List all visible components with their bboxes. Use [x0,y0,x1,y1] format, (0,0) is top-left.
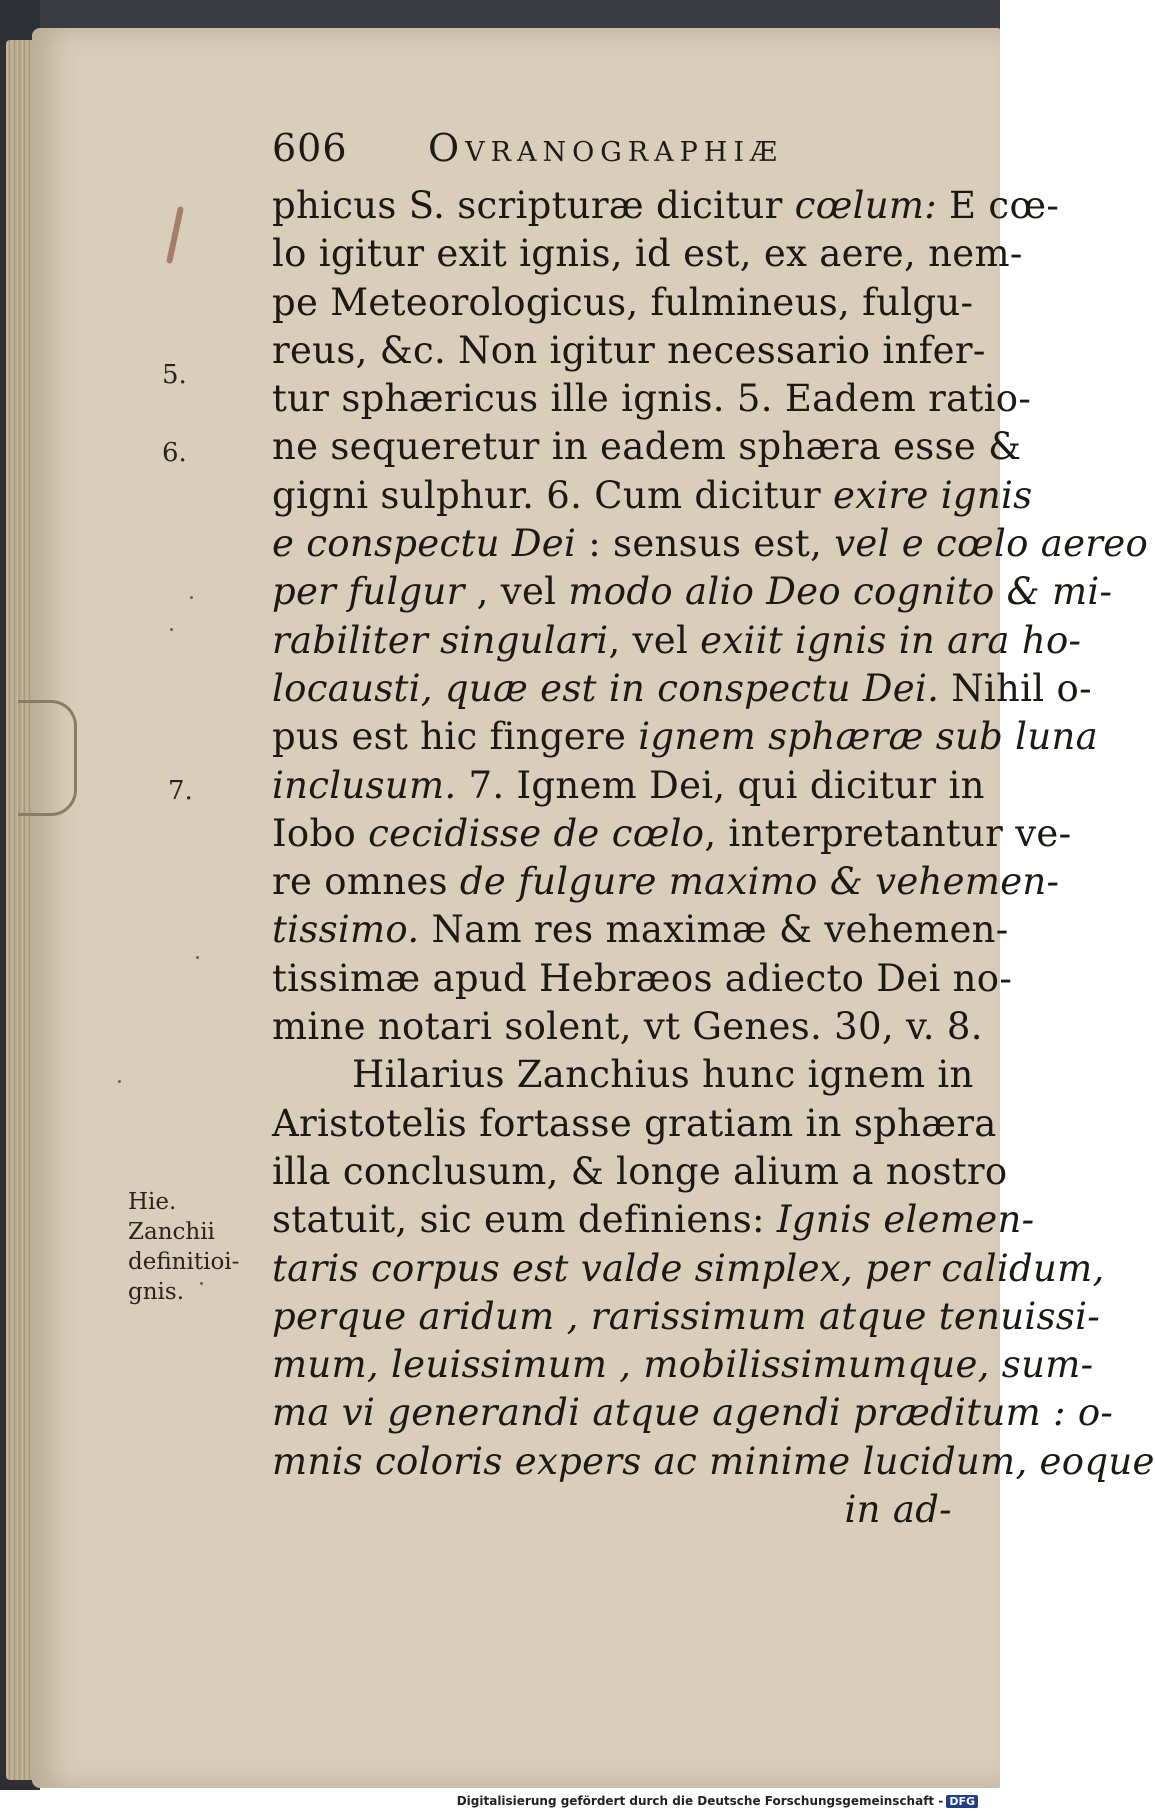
italic-text: modo alio Deo cognito & mi- [568,570,1113,614]
italic-text: mum, leuissimum , mobilissimumque, sum- [272,1343,1094,1387]
italic-text: taris corpus est valde simplex, per calidum, [272,1246,1105,1290]
text-line [272,568,1113,616]
roman-text: , vel [608,618,701,662]
roman-text: reus, &c. Non igitur necessario infer- [272,328,986,372]
margin-note-line: gnis. [128,1279,185,1305]
text-line [272,810,1072,858]
text-line [272,762,985,810]
page-header [272,126,972,178]
text-line [272,520,1149,568]
roman-text: : sensus est, [576,522,835,566]
italic-text: inclusum. [272,763,457,807]
roman-text: , vel [464,570,569,614]
footer-bar [0,1790,1000,1813]
text-line [272,1148,1008,1196]
text-line [272,1051,974,1099]
roman-text: Iobo [272,811,369,855]
italic-text: exire ignis [833,473,1033,517]
roman-text: ne sequeretur in eadem sphæra esse & [272,425,1022,469]
italic-text: locausti, quæ est in conspectu Dei. [272,666,940,710]
running-title: Ovranographiæ [428,126,784,170]
text-line [272,955,1013,1003]
text-line [272,423,1022,471]
footer-credit [457,1794,978,1808]
margin-note [128,1187,268,1307]
text-line [272,713,1098,761]
margin-note-line: Hie. Zanchii [128,1189,215,1245]
roman-text: tur sphæricus ille ignis. 5. Eadem ratio- [272,377,1032,421]
book-clasp [18,700,77,816]
roman-text: re omnes [272,860,460,904]
italic-text: exiit ignis in ara ho- [700,618,1082,662]
roman-text: phicus S. scripturæ dicitur [272,184,795,227]
text-line [272,472,1033,520]
roman-text: E cœ- [937,184,1060,227]
italic-text: rabiliter singulari [272,618,609,662]
page-speck [196,956,199,959]
italic-text: ma vi generandi atque agendi præditum : o- [272,1391,1114,1435]
text-line [272,230,1023,278]
text-line [272,1389,1114,1437]
italic-text: ignem sphæræ sub luna [638,715,1098,759]
roman-text: , interpretantur ve- [704,811,1072,855]
page-speck [118,1080,121,1083]
text-line [272,182,1060,230]
roman-text: Nam res maximæ & vehemen- [419,908,1009,952]
text-line [272,617,1082,665]
italic-text: Ignis elemen- [776,1198,1035,1242]
roman-text: 7. Ignem Dei, qui dicitur in [456,763,985,807]
catchword: in ad- [844,1488,952,1532]
margin-number: 6. [162,438,187,468]
roman-text: gigni sulphur. 6. Cum dicitur [272,473,834,517]
roman-text: pus est hic fingere [272,715,639,759]
text-line [272,375,1032,423]
text-line [272,1293,1101,1341]
page-speck [200,1282,203,1285]
text-line [272,1100,997,1148]
text-line [272,1245,1105,1293]
roman-text: tissimæ apud Hebræos adiecto Dei no- [272,956,1013,1000]
page-number: 606 [272,126,348,170]
roman-text: Hilarius Zanchius hunc ignem in [352,1053,974,1097]
italic-text: per fulgur [272,570,465,614]
roman-text: lo igitur exit ignis, id est, ex aere, nem- [272,232,1023,276]
text-line [272,327,986,375]
margin-note-line: definitioi- [128,1249,240,1275]
roman-text: illa conclusum, & longe alium a nostro [272,1149,1008,1193]
text-line [272,1341,1094,1389]
roman-text: statuit, sic eum definiens: [272,1198,777,1242]
text-line [272,858,1060,906]
text-line [272,279,974,327]
italic-text: mnis coloris expers ac minime lucidum, eoque [272,1439,1155,1483]
text-line [272,1438,1155,1486]
italic-text: de fulgure maximo & vehemen- [459,860,1060,904]
italic-text: e conspectu Dei [272,522,577,566]
dfg-logo: DFG [946,1795,978,1808]
margin-number: 5. [162,360,187,390]
roman-text: pe Meteorologicus, fulmineus, fulgu- [272,280,974,324]
italic-text: tissimo. [272,908,420,952]
roman-text: Aristotelis fortasse gratiam in sphæra [272,1101,997,1145]
main-text [272,182,1155,1534]
margin-number: 7. [168,776,193,806]
text-line [272,665,1092,713]
text-line [272,906,1009,954]
text-line [272,1003,983,1051]
roman-text: mine notari solent, vt Genes. 30, v. 8. [272,1005,983,1049]
footer-credit-text: Digitalisierung gefördert durch die Deutsche Forschungsgemeinschaft - [456,1794,944,1808]
italic-text: vel e cœlo aereo [834,522,1149,566]
page-speck [170,628,173,631]
italic-text: cecidisse de cœlo [368,811,705,855]
italic-text: cœlum: [794,184,937,227]
roman-text: Nihil o- [939,666,1092,710]
text-line [272,1196,1035,1244]
italic-text: perque aridum , rarissimum atque tenuissi- [272,1294,1101,1338]
page-speck [190,596,193,599]
